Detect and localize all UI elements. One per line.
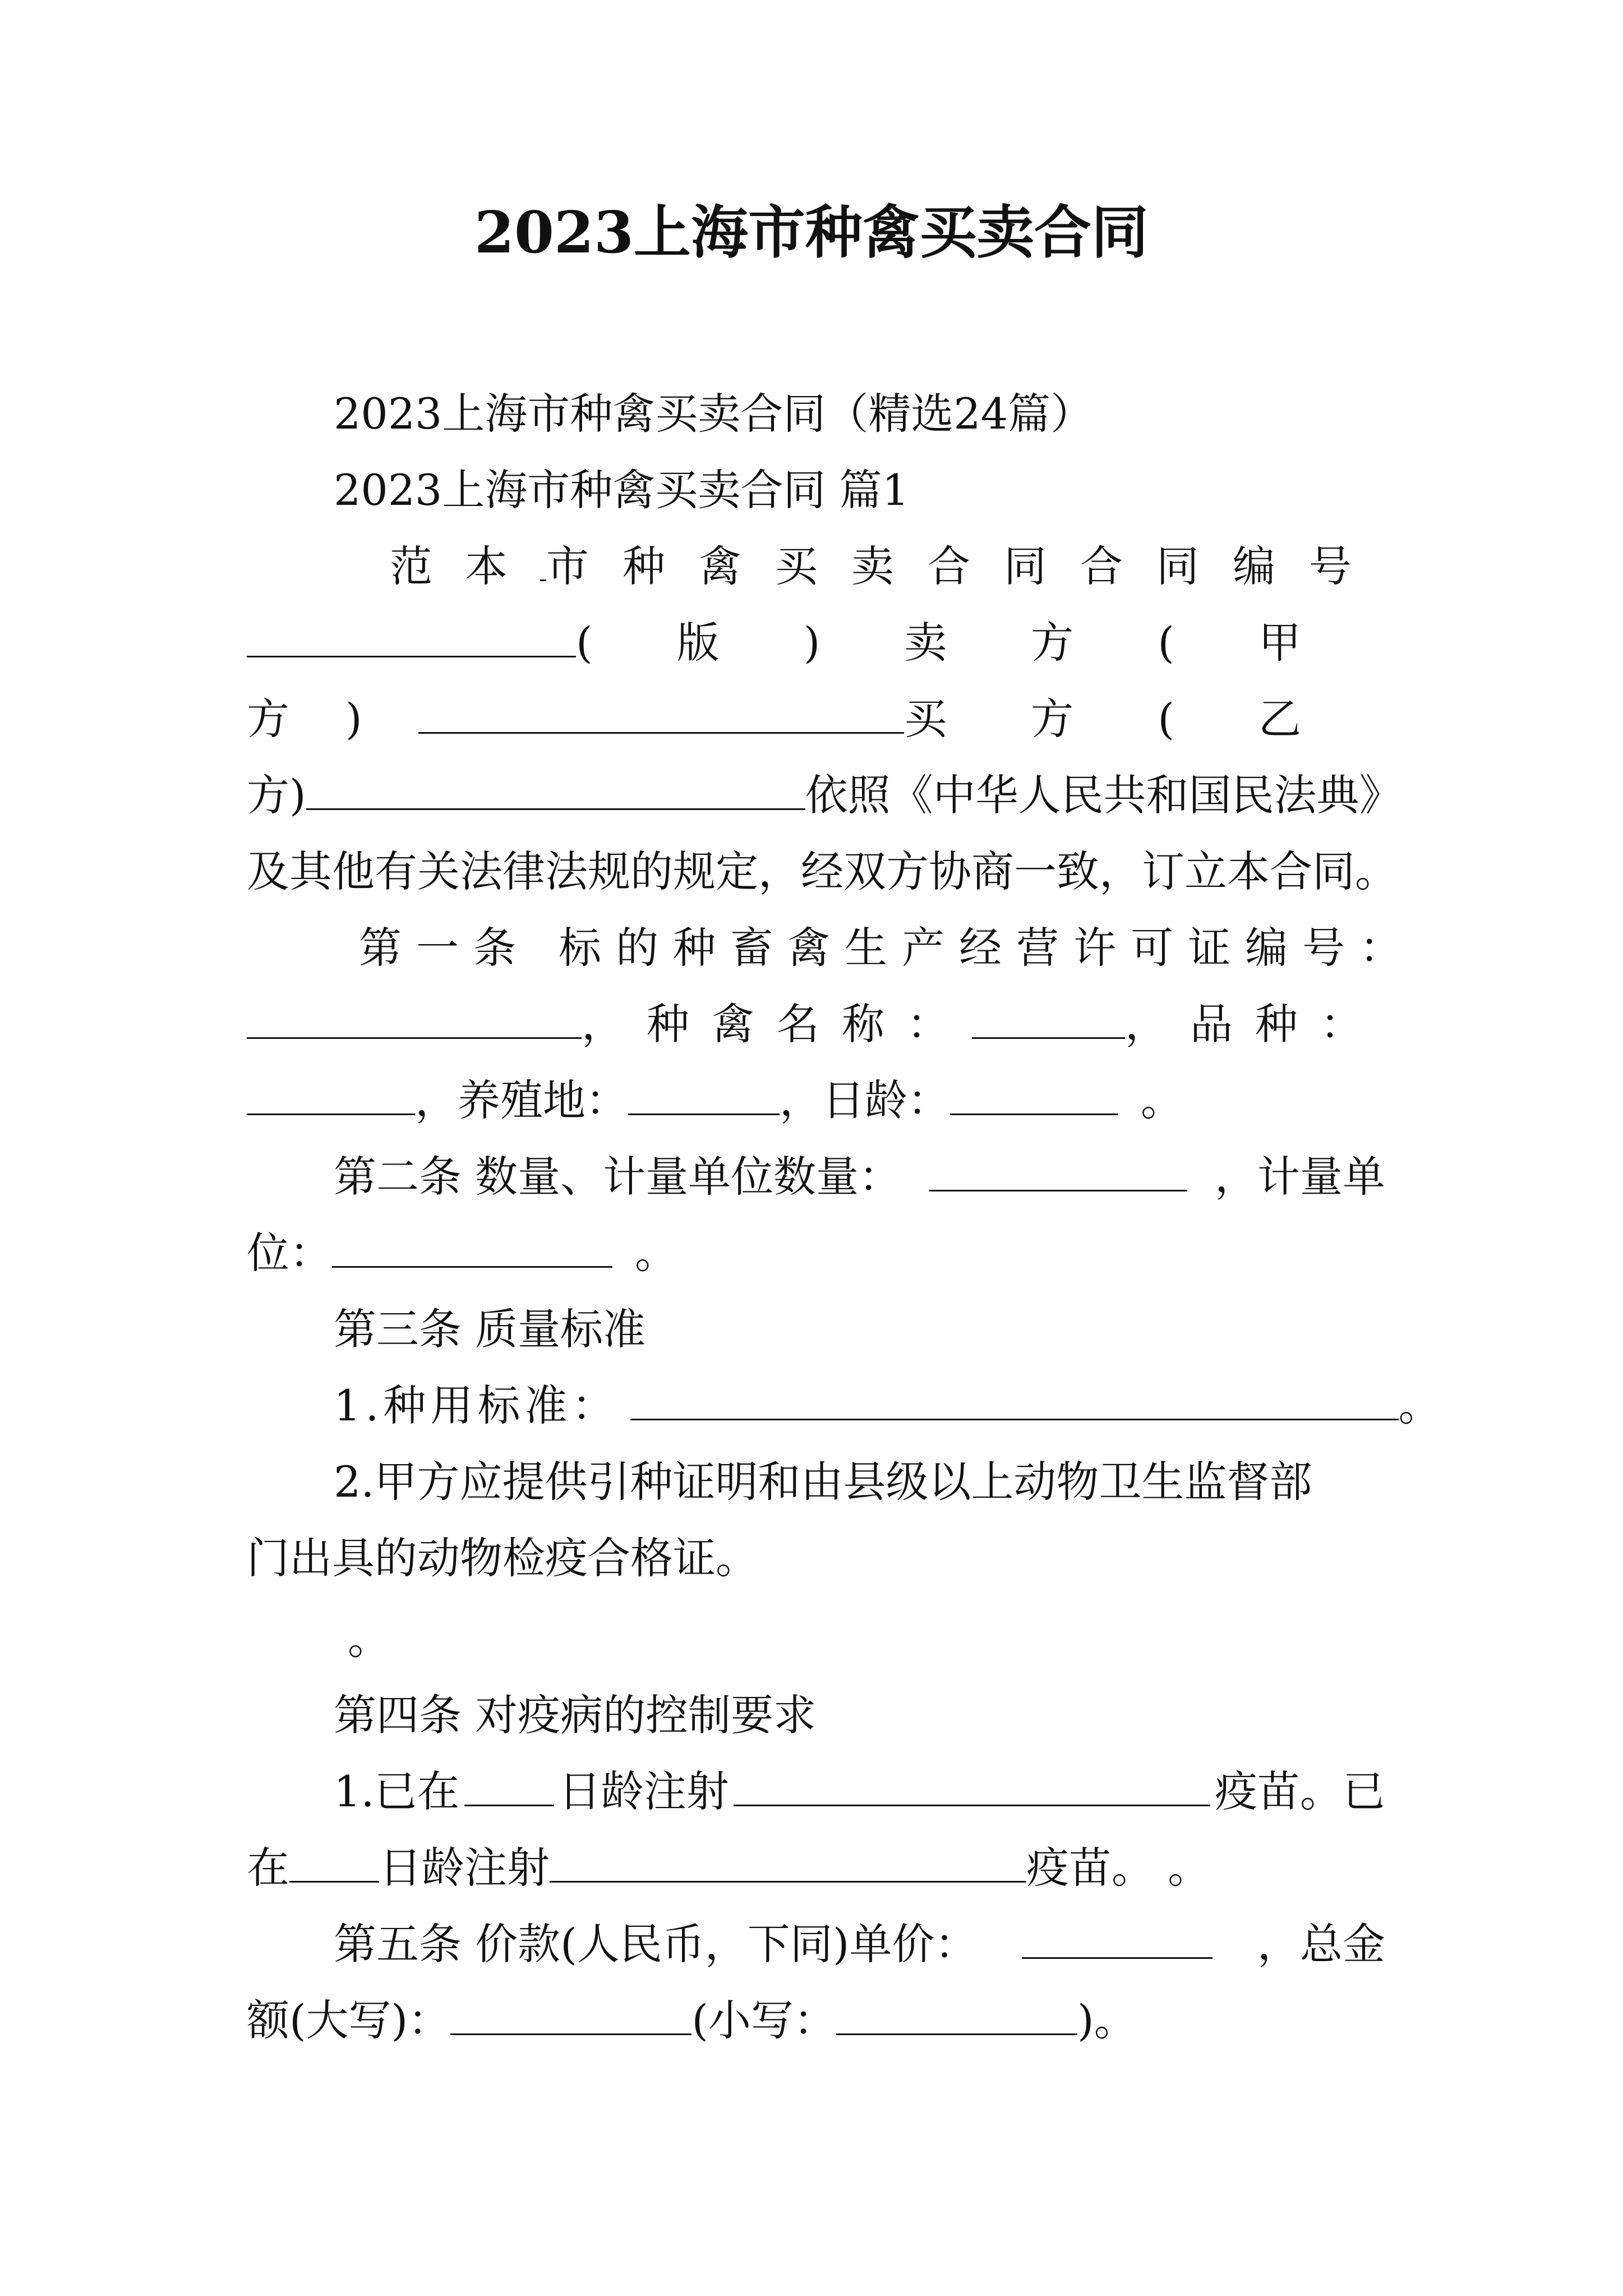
article-5-line-2 xyxy=(247,1993,1137,2049)
part-heading: 2023上海市种禽买卖合同 篇1 xyxy=(334,465,909,515)
article-1-line-3 xyxy=(247,1073,1183,1129)
article-4-line-2 xyxy=(247,1840,1210,1896)
article-1-text: ，日龄： xyxy=(780,1075,950,1125)
blank-field xyxy=(972,1002,1125,1039)
preamble-line-5: 及其他有关法律法规的规定，经双方协商一致，订立本合同。 xyxy=(247,846,1398,896)
article-3-heading: 第三条 质量标准 xyxy=(334,1304,646,1354)
preamble-line-4 xyxy=(247,767,1402,823)
preamble-text: 方) xyxy=(247,694,418,744)
article-5-text: )。 xyxy=(1077,1995,1137,2045)
article-5-text: 额(大写)： xyxy=(247,1995,451,2045)
blank-field xyxy=(450,1999,691,2035)
preamble-text: 范本 xyxy=(390,541,540,591)
blank-field xyxy=(929,1155,1187,1191)
article-1-text: ，品种： xyxy=(1125,999,1385,1049)
blank-field xyxy=(332,1231,612,1268)
article-3-text: 1.种用标准： xyxy=(334,1381,619,1430)
article-4-text: 日龄注射 xyxy=(379,1843,550,1893)
article-4-text: 疫苗。已 xyxy=(1214,1766,1385,1816)
article-5-text: (小写： xyxy=(691,1995,836,2045)
article-5-text: 第五条 价款(人民币，下同)单价： xyxy=(334,1919,978,1969)
preamble-line-1 xyxy=(390,539,1385,595)
blank-field xyxy=(550,1846,1026,1883)
blank-field xyxy=(418,697,905,734)
article-2-line-2 xyxy=(247,1225,677,1281)
blank-field xyxy=(734,1770,1210,1806)
preamble-line-3 xyxy=(247,691,1385,747)
blank-field xyxy=(540,545,546,581)
blank-field xyxy=(306,774,805,810)
article-1-heading: 第一条 标的种畜禽生产经营许可证编号： xyxy=(359,923,1417,973)
article-2-text: 。 xyxy=(635,1228,677,1278)
preamble-text: 市种禽买卖合同合同编号 xyxy=(546,541,1385,591)
blank-field xyxy=(950,1079,1118,1115)
blank-field xyxy=(630,1384,1399,1420)
article-4-text: 在 xyxy=(247,1843,289,1893)
article-1-line-1 xyxy=(359,920,1417,976)
article-5-text: ，总金 xyxy=(1257,1919,1385,1969)
article-2-line-1 xyxy=(334,1149,1385,1205)
article-2-text: 第二条 数量、计量单位数量： xyxy=(334,1152,902,1202)
blank-field xyxy=(464,1770,554,1806)
article-2-text: 位： xyxy=(247,1228,332,1278)
document-title: 2023上海市种禽买卖合同 xyxy=(474,199,1149,266)
blank-field xyxy=(1022,1922,1212,1959)
blank-field xyxy=(247,621,576,657)
article-3-dot: 。 xyxy=(348,1614,390,1664)
article-3-item-1 xyxy=(334,1378,1441,1434)
article-1-line-2 xyxy=(247,996,1385,1052)
article-3-item-2-cont: 门出具的动物检疫合格证。 xyxy=(247,1533,758,1583)
blank-field xyxy=(247,1002,582,1039)
preamble-text: 依照《中华人民共和国民法典》 xyxy=(805,770,1402,820)
blank-field xyxy=(289,1846,379,1883)
article-4-text: 日龄注射 xyxy=(558,1766,729,1816)
document-subtitle: 2023上海市种禽买卖合同（精选24篇） xyxy=(334,389,1094,439)
article-3-text: 。 xyxy=(1398,1381,1441,1430)
article-3-item-2: 2.甲方应提供引种证明和由县级以上动物卫生监督部 xyxy=(334,1457,1312,1507)
article-5-line-1 xyxy=(334,1916,1385,1972)
preamble-text: 买方(乙 xyxy=(904,694,1385,744)
article-1-text: ，养殖地： xyxy=(415,1075,628,1125)
preamble-text: (版)卖方(甲 xyxy=(576,618,1385,668)
preamble-line-2 xyxy=(247,615,1385,671)
article-2-text: ，计量单 xyxy=(1214,1152,1385,1202)
preamble-text: 方) xyxy=(247,770,306,820)
article-4-text: 1.已在 xyxy=(334,1766,460,1816)
article-4-heading: 第四条 对疫病的控制要求 xyxy=(334,1690,817,1740)
article-1-text: ，种禽名称： xyxy=(582,999,972,1049)
article-4-line-1 xyxy=(334,1764,1385,1820)
blank-field xyxy=(836,1999,1077,2035)
blank-field xyxy=(628,1079,780,1115)
article-1-text: 。 xyxy=(1141,1075,1183,1125)
blank-field xyxy=(247,1079,415,1115)
article-4-text: 疫苗。 。 xyxy=(1026,1843,1211,1893)
